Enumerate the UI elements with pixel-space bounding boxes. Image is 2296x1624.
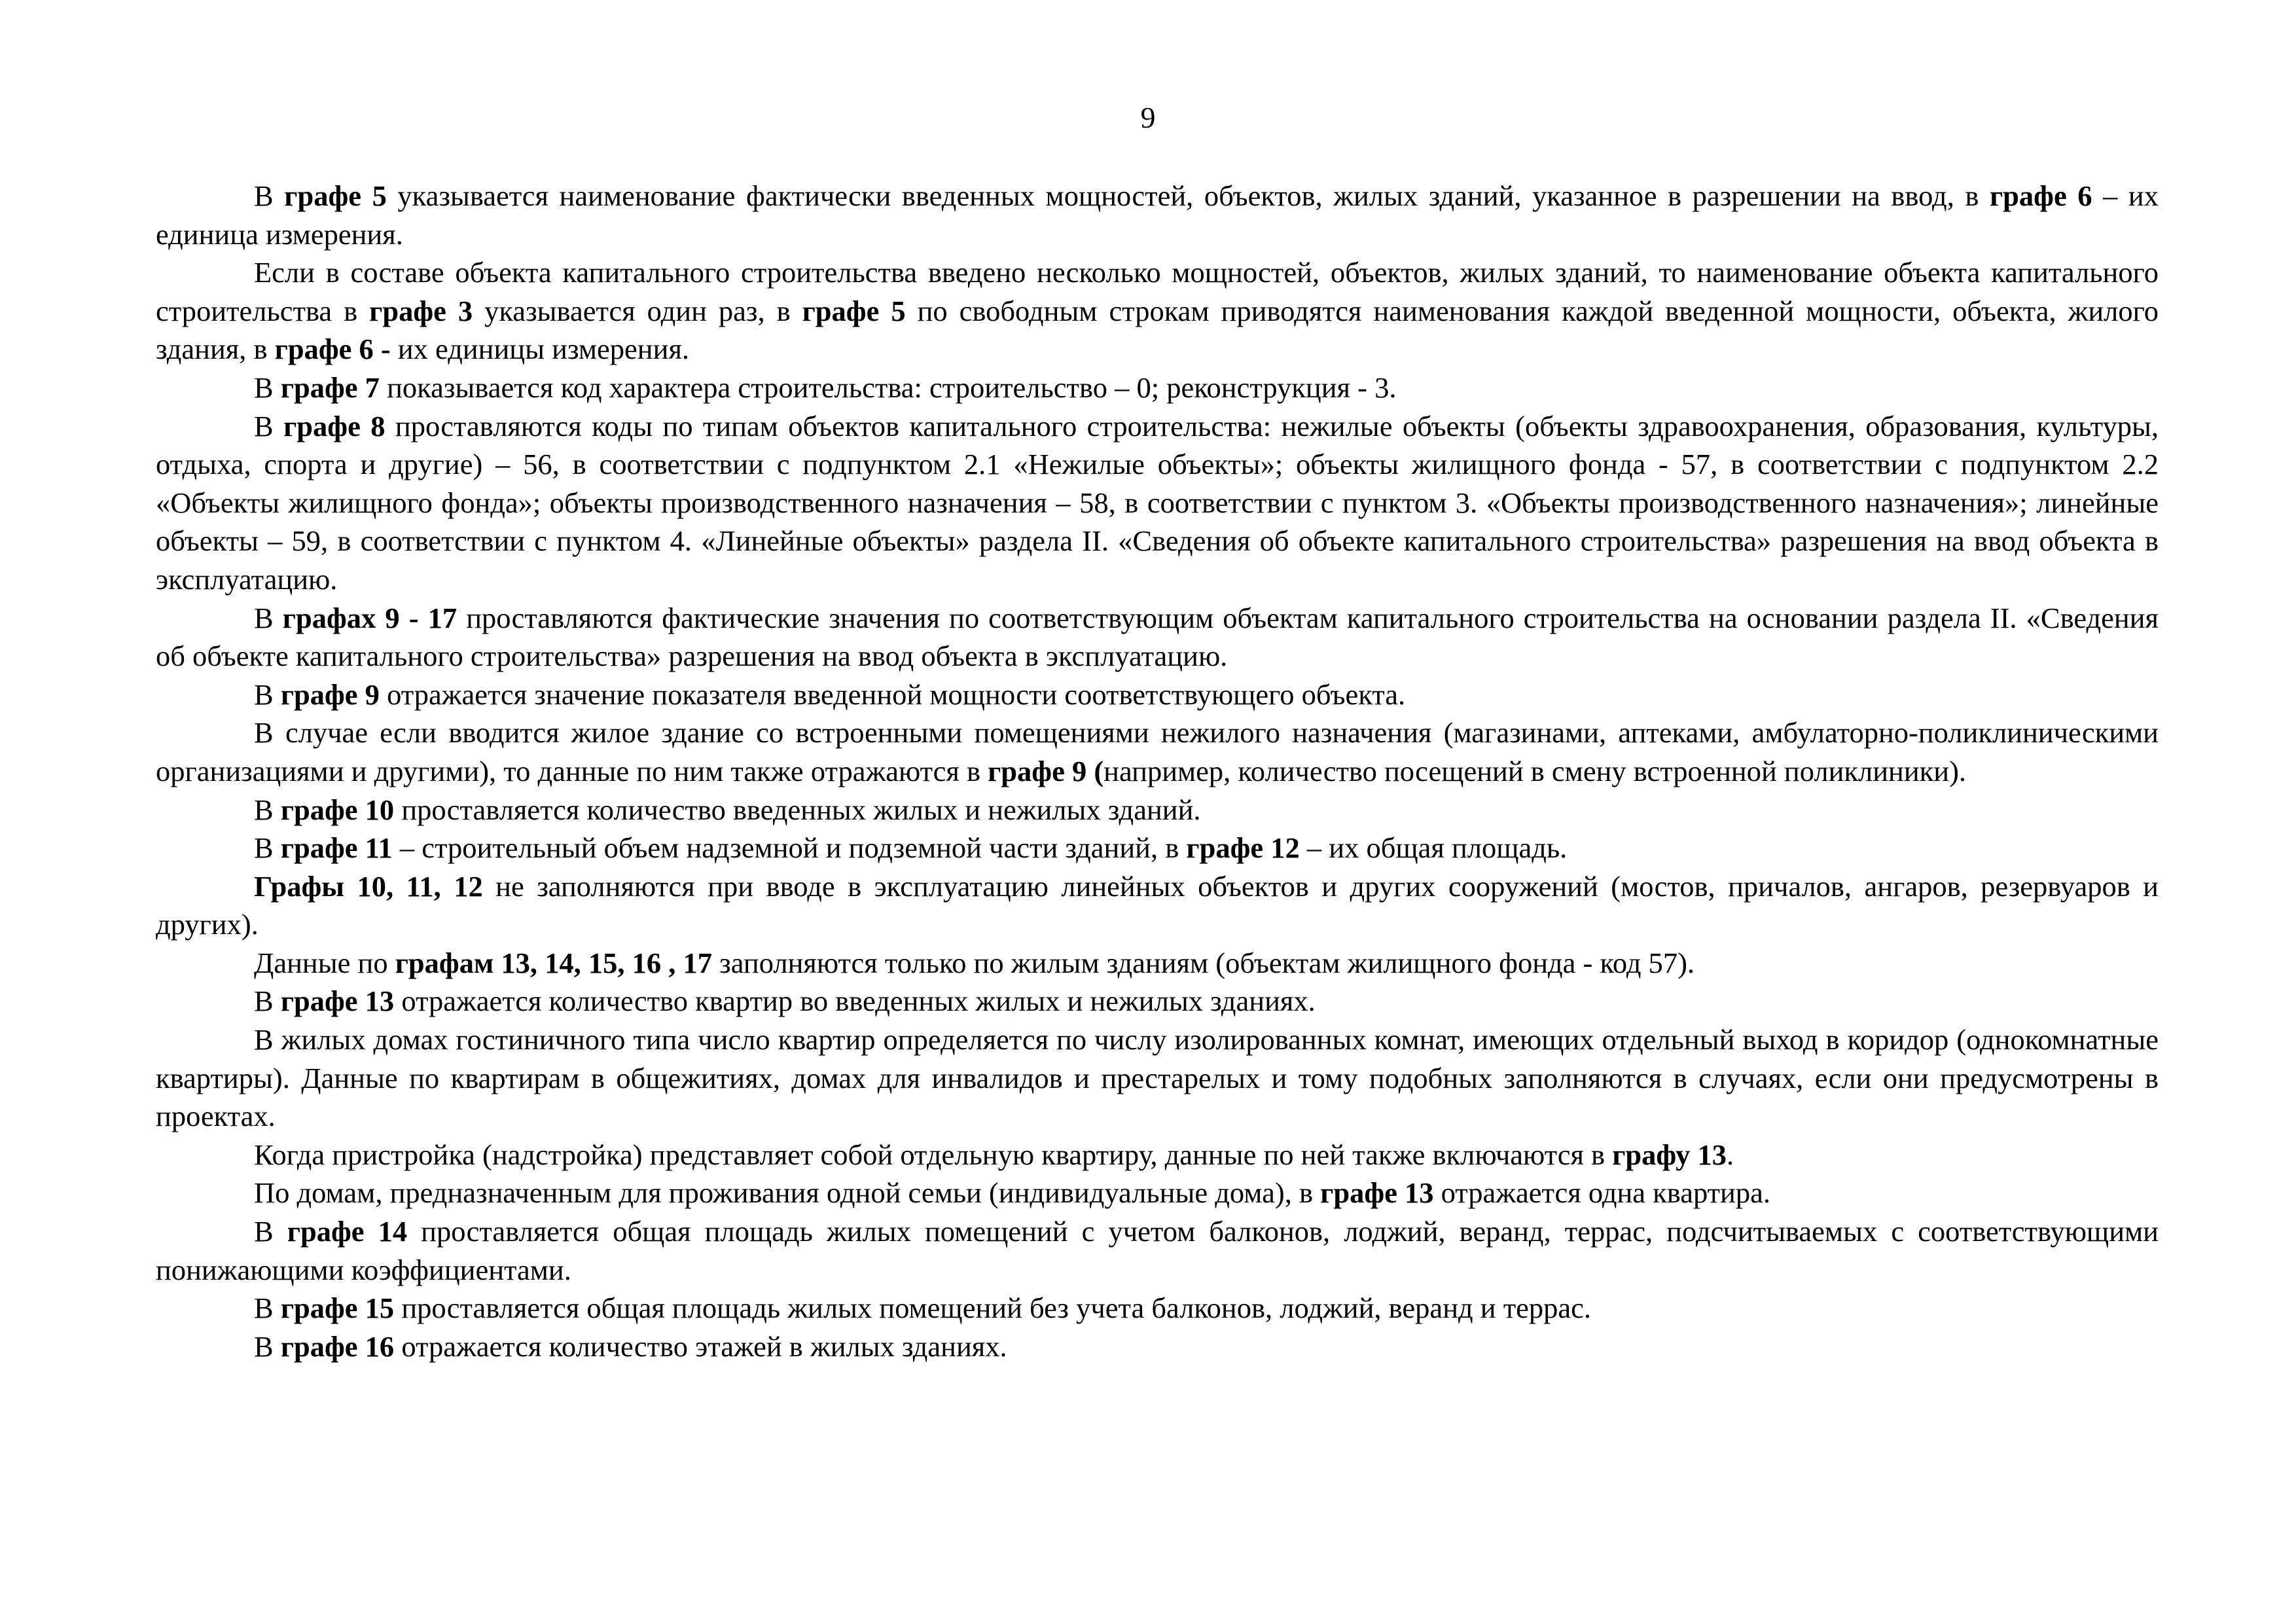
text-run: В — [254, 831, 281, 865]
paragraph — [156, 599, 2159, 676]
paragraph — [156, 1136, 2159, 1174]
paragraph — [156, 1020, 2159, 1136]
column-reference: графе 6 - — [274, 333, 391, 366]
paragraph — [156, 713, 2159, 790]
paragraph — [156, 791, 2159, 829]
text-run: проставляется общая площадь жилых помещений без учета балконов, лоджий, веранд и террас. — [394, 1291, 1592, 1325]
column-reference: графе 10 — [280, 793, 395, 826]
column-reference: графе 9 — [280, 677, 380, 711]
text-run: например, количество посещений в смену встроенной поликлиники). — [1103, 754, 1967, 787]
text-run: показывается код характера строительства: строительство – 0; реконструкция - 3. — [379, 370, 1397, 404]
text-run: проставляются коды по типам объектов капитального строительства: нежилые объекты (объекты здравоохранения, образования, культуры, отдыха, спорта и другие) – 56, в соответствии с подпунктом 2.1 «Нежилые объекты»; объекты жилищного фонда - 57, в соответствии с подпунктом 2.2 «Объекты жилищного фонда»; объекты производственного назначения – 58, в соответствии с пунктом 3. «Объекты производственного назначения»; линейные объекты – 59, в соответствии с пунктом 4. «Линейные объекты» раздела II. «Сведения об объекте капитального строительства» разрешения на ввод объекта в эксплуатацию. — [156, 409, 2159, 596]
text-run: В — [254, 1215, 287, 1248]
text-run: . — [1726, 1138, 1734, 1171]
text-run: В — [254, 1329, 281, 1363]
text-run: В — [254, 677, 281, 711]
column-reference: графу 13 — [1612, 1138, 1727, 1171]
text-run: В — [254, 601, 283, 634]
text-run: проставляется общая площадь жилых помещений с учетом балконов, лоджий, веранд, террас, подсчитываемых с соответствующими понижающими коэффициентами. — [156, 1215, 2159, 1286]
document-body — [156, 177, 2159, 1365]
text-run: Если в составе объекта капитального строительства введено несколько мощностей, объектов, жилых зданий, то наименование объекта капитального строительства в — [156, 256, 2159, 327]
text-run: В случае если вводится жилое здание со встроенными помещениями нежилого назначения (магазинами, аптеками, амбулаторно-поликлиническими организациями и другими), то данные по ним также отражаются в — [156, 716, 2159, 787]
column-reference: графах 9 - 17 — [282, 601, 457, 634]
paragraph — [156, 407, 2159, 599]
column-reference: графе 5 — [802, 294, 906, 327]
text-run: отражается значение показателя введенной мощности соответствующего объекта. — [379, 677, 1406, 711]
text-run: указывается наименование фактически введенных мощностей, объектов, жилых зданий, указанное в разрешении на ввод, в — [386, 179, 1990, 212]
text-run: их единицы измерения. — [390, 333, 690, 366]
column-reference: графе 12 — [1186, 831, 1300, 865]
text-run: отражается количество квартир во введенных жилых и нежилых зданиях. — [394, 984, 1316, 1018]
text-run: по свободным строкам приводятся наименования каждой введенной мощности, объекта, жилого здания, в — [156, 294, 2159, 366]
text-run: не заполняются при вводе в эксплуатацию линейных объектов и других сооружений (мостов, причалов, ангаров, резервуаров и других). — [156, 869, 2159, 941]
column-reference: графе 11 — [280, 831, 393, 865]
text-run: В — [254, 1291, 281, 1325]
text-run: В — [254, 409, 284, 442]
text-run: Данные по — [254, 946, 395, 979]
paragraph — [156, 177, 2159, 253]
column-reference: графе 6 — [1989, 179, 2092, 212]
paragraph — [156, 1289, 2159, 1327]
text-run: отражается одна квартира. — [1433, 1176, 1770, 1210]
column-reference: графе 7 — [280, 370, 380, 404]
column-reference: графе 5 — [284, 179, 387, 212]
text-run: В — [254, 370, 281, 404]
column-reference: графе 9 ( — [988, 754, 1104, 787]
column-reference: графе 3 — [369, 294, 473, 327]
text-run: В — [254, 179, 285, 212]
column-reference: графе 15 — [280, 1291, 395, 1325]
text-run: указывается один раз, в — [473, 294, 802, 327]
column-reference: графе 8 — [283, 409, 386, 442]
paragraph — [156, 1212, 2159, 1289]
text-run: заполняются только по жилым зданиям (объектам жилищного фонда - код 57). — [712, 946, 1695, 979]
paragraph — [156, 982, 2159, 1020]
paragraph — [156, 944, 2159, 983]
text-run: По домам, предназначенным для проживания одной семьи (индивидуальные дома), в — [254, 1176, 1321, 1210]
text-run: проставляется количество введенных жилых и нежилых зданий. — [394, 793, 1201, 826]
text-run: – их единица измерения. — [156, 179, 2159, 251]
text-run: В — [254, 793, 281, 826]
text-run: В — [254, 984, 281, 1018]
column-reference: графе 13 — [1320, 1176, 1434, 1210]
paragraph — [156, 676, 2159, 714]
page-number: 9 — [1140, 101, 1156, 134]
paragraph — [156, 867, 2159, 944]
paragraph — [156, 1174, 2159, 1212]
text-run: проставляются фактические значения по соответствующим объектам капитального строительства на основании раздела II. «Сведения об объекте капитального строительства» разрешения на ввод объекта в эксплуатацию. — [156, 601, 2159, 673]
column-reference: графе 14 — [287, 1215, 408, 1248]
text-run: – строительный объем надземной и подземной части зданий, в — [392, 831, 1187, 865]
text-run: Когда пристройка (надстройка) представляет собой отдельную квартиру, данные по ней также включаются в — [254, 1138, 1613, 1171]
paragraph — [156, 253, 2159, 369]
column-reference: графе 16 — [280, 1329, 395, 1363]
paragraph — [156, 1327, 2159, 1366]
column-reference: графе 13 — [280, 984, 395, 1018]
text-run: В жилых домах гостиничного типа число квартир определяется по числу изолированных комнат, имеющих отдельный выход в коридор (однокомнатные квартиры). Данные по квартирам в общежитиях, домах для инвалидов и престарелых и тому подобных заполняются в случаях, если они предусмотрены в проектах. — [156, 1023, 2159, 1133]
text-run: отражается количество этажей в жилых зданиях. — [394, 1329, 1007, 1363]
paragraph — [156, 369, 2159, 407]
paragraph — [156, 829, 2159, 867]
column-reference: графам 13, 14, 15, 16 , 17 — [395, 946, 713, 979]
column-reference: Графы 10, 11, 12 — [254, 869, 483, 903]
text-run: – их общая площадь. — [1299, 831, 1568, 865]
